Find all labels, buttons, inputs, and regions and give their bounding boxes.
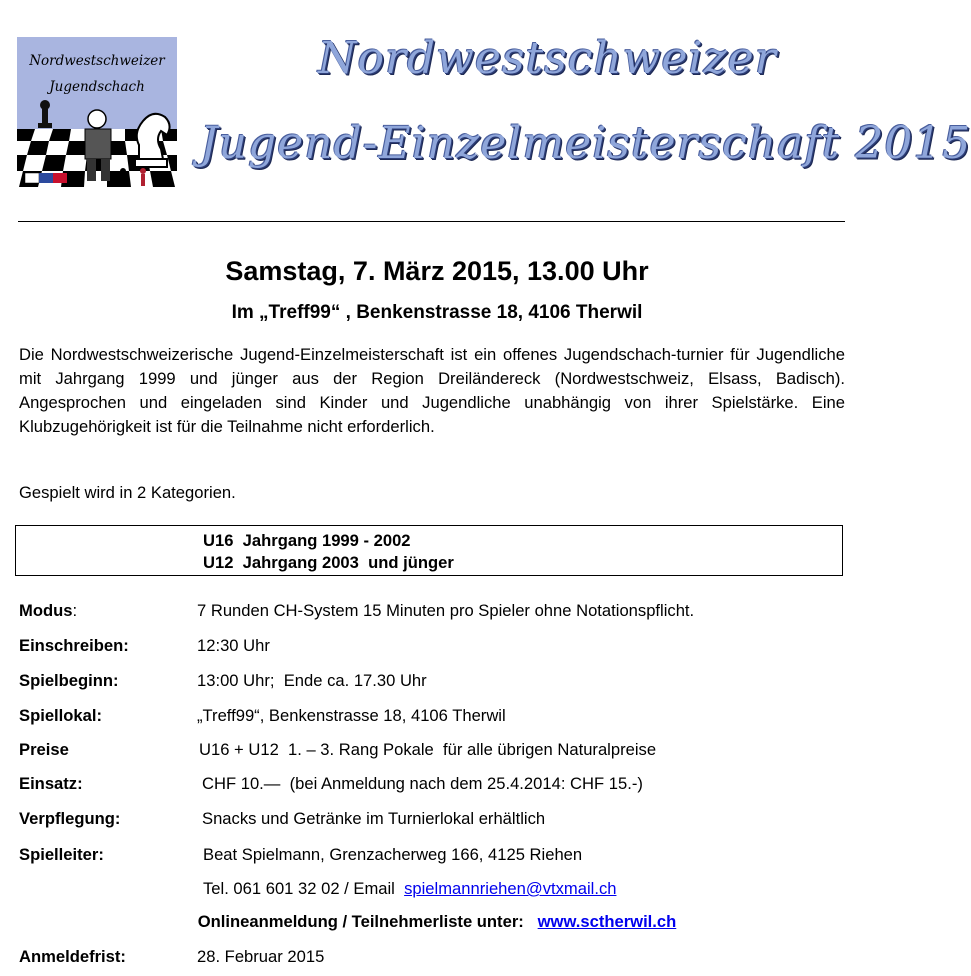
- deadline-label: Anmeldefrist:: [19, 947, 126, 966]
- einsatz-value: CHF 10.— (bei Anmeldung nach dem 25.4.2014: CHF 15.-): [202, 774, 643, 793]
- chessboard-illustration-icon: [17, 37, 177, 202]
- deadline-value: 28. Februar 2015: [197, 947, 325, 966]
- title-line-1: Nordwestschweizer: [318, 33, 777, 84]
- intro-paragraph: Die Nordwestschweizerische Jugend-Einzelmeisterschaft ist ein offenes Jugendschach-turnier für Jugendliche mit Jahrgang 1999 und jünger aus der Region Dreiländereck (Nordwestschweiz, Elsass, Badisch). Angesprochen und eingeladen sind Kinder und Jugendliche unabhängig von ihrer Spielstärke. Eine Klubzugehörigkeit ist für die Teilnahme nicht erforderlich.: [19, 345, 845, 436]
- einschreiben-label: Einschreiben:: [19, 636, 129, 655]
- spielbeginn-label: Spielbeginn:: [19, 671, 119, 690]
- email-link[interactable]: spielmannriehen@vtxmail.ch: [404, 879, 617, 898]
- einsatz-label: Einsatz:: [19, 774, 83, 793]
- modus-label: Modus:: [19, 601, 78, 620]
- contact-prefix: Tel. 061 601 32 02 / Email: [203, 879, 405, 898]
- einschreiben-value: 12:30 Uhr: [197, 636, 270, 655]
- contact-line: [203, 879, 616, 899]
- horizontal-rule: [18, 221, 845, 222]
- categories-box: [15, 525, 843, 576]
- title-line-2: Jugend-Einzelmeisterschaft 2015: [200, 118, 971, 169]
- categories-intro: Gespielt wird in 2 Kategorien.: [19, 483, 236, 502]
- spielleiter-value: Beat Spielmann, Grenzacherweg 166, 4125 Riehen: [203, 845, 583, 864]
- verpflegung-label: Verpflegung:: [19, 809, 121, 828]
- online-registration: [0, 912, 874, 932]
- online-label: Onlineanmeldung / Teilnehmerliste unter:: [197, 912, 538, 931]
- spiellokal-value: „Treff99“, Benkenstrasse 18, 4106 Therwil: [197, 706, 506, 725]
- club-logo: [17, 37, 177, 202]
- category-u12: U12 Jahrgang 2003 und jünger: [203, 553, 454, 572]
- spielbeginn-value: 13:00 Uhr; Ende ca. 17.30 Uhr: [197, 671, 427, 690]
- preise-value: U16 + U12 1. – 3. Rang Pokale für alle übrigen Naturalpreise: [199, 740, 657, 759]
- preise-label: Preise: [19, 740, 69, 759]
- category-u16: U16 Jahrgang 1999 - 2002: [203, 531, 411, 550]
- event-venue-heading: Im „Treff99“ , Benkenstrasse 18, 4106 Therwil: [231, 302, 643, 323]
- verpflegung-value: Snacks und Getränke im Turnierlokal erhältlich: [202, 809, 546, 828]
- logo-text-line2: Jugendschach: [49, 79, 145, 95]
- spiellokal-label: Spiellokal:: [19, 706, 102, 725]
- website-link[interactable]: www.sctherwil.ch: [537, 912, 677, 931]
- spielleiter-label: Spielleiter:: [19, 845, 104, 864]
- event-date-heading: Samstag, 7. März 2015, 13.00 Uhr: [225, 256, 649, 286]
- modus-value: 7 Runden CH-System 15 Minuten pro Spieler ohne Notationspflicht.: [197, 601, 695, 620]
- logo-text-line1: Nordwestschweizer: [29, 53, 165, 69]
